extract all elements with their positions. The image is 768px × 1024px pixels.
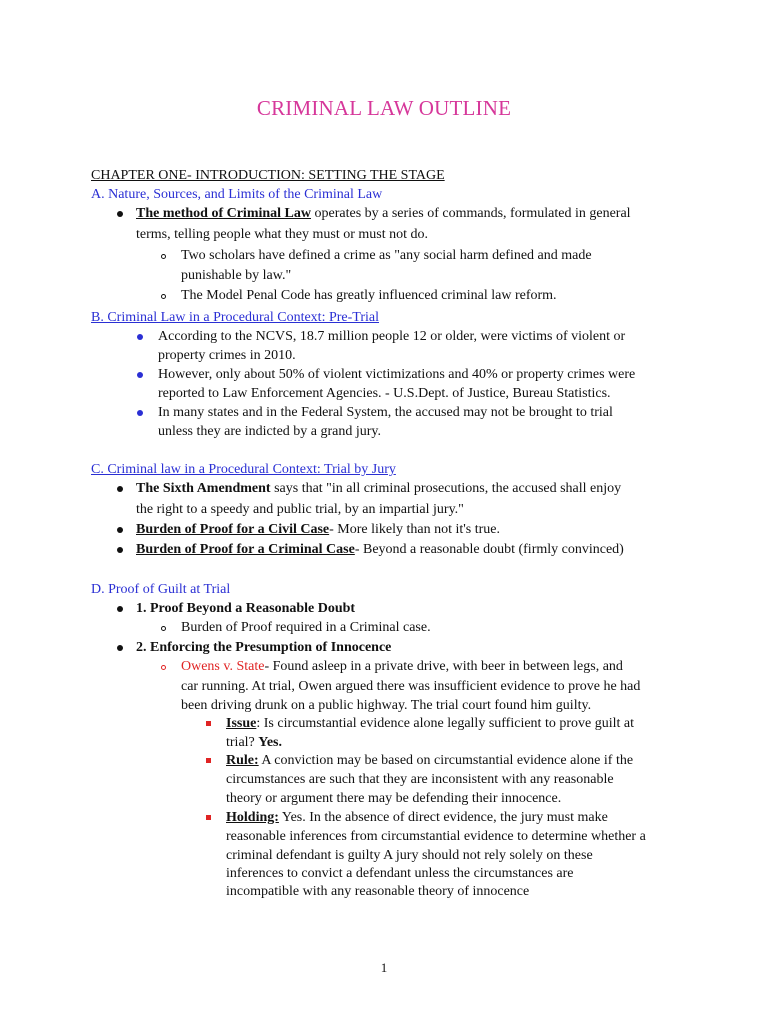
issue-line-1 [226,714,634,734]
square-bullet-icon [206,815,211,820]
rule-label: Rule: [226,753,259,768]
section-d-point-1: 1. Proof Beyond a Reasonable Doubt [136,601,356,616]
section-a-point-1 [136,204,631,224]
bullet-icon [117,547,123,553]
section-a-heading: A. Nature, Sources, and Limits of the Criminal Law [91,187,383,202]
term-burden-civil: Burden of Proof for a Civil Case [136,522,330,537]
sub-bullet-icon [161,626,166,631]
page-number: 1 [380,960,388,975]
issue-line-2 [226,733,282,753]
section-a-sub-1: Two scholars have defined a crime as "any social harm defined and made [181,248,592,263]
section-c-point-1 [136,479,621,499]
sub-bullet-icon [161,294,166,299]
holding-label: Holding: [226,810,279,825]
section-b-point-2-cont: reported to Law Enforcement Agencies. - U.S.Dept. of Justice, Bureau Statistics. [158,386,611,401]
bullet-icon [137,372,143,378]
section-c-point-1-cont: the right to a speedy and public trial, by an impartial jury." [136,502,464,517]
term-method-of-criminal-law: The method of Criminal Law [136,206,311,221]
issue-text-2: trial? [226,735,259,750]
bullet-icon [137,334,143,340]
section-c-point-3 [136,540,624,560]
rule-line-1 [226,751,633,771]
rule-line-3: theory or argument there may be defending their innocence. [226,791,562,806]
section-c-point-2-text: - More likely than not it's true. [329,522,501,537]
section-a-sub-2: The Model Penal Code has greatly influenced criminal law reform. [181,288,557,303]
bullet-icon [137,410,143,416]
bullet-icon [117,645,123,651]
case-owens-line-1 [181,657,623,677]
holding-text: Yes. In the absence of direct evidence, the jury must make [278,810,608,825]
section-a-point-1-cont: terms, telling people what they must or must not do. [136,227,429,242]
bullet-icon [117,211,123,217]
square-bullet-icon [206,758,211,763]
section-b-point-3-cont: unless they are indicted by a grand jury. [158,424,382,439]
section-c-point-3-text: - Beyond a reasonable doubt (firmly convinced) [354,542,624,557]
case-owens-line-2: car running. At trial, Owen argued there was insufficient evidence to prove he had [181,679,641,694]
term-burden-criminal: Burden of Proof for a Criminal Case [136,542,355,557]
holding-line-1 [226,808,608,828]
issue-label: Issue [226,716,257,731]
sub-bullet-icon [161,254,166,259]
holding-line-5: incompatible with any reasonable theory of innocence [226,884,530,899]
issue-answer: Yes. [258,735,282,750]
case-owens-line-3: been driving drunk on a public highway. The trial court found him guilty. [181,698,592,713]
section-d-point-1-sub: Burden of Proof required in a Criminal case. [181,620,431,635]
section-c-point-2 [136,520,500,540]
rule-text: A conviction may be based on circumstantial evidence alone if the [258,753,634,768]
chapter-heading: CHAPTER ONE- INTRODUCTION: SETTING THE STAGE [91,168,445,183]
section-b-point-2: However, only about 50% of violent victimizations and 40% or property crimes were [158,367,636,382]
section-b-heading: B. Criminal Law in a Procedural Context: Pre-Trial [91,310,379,325]
section-c-point-1-text: says that "in all criminal prosecutions, the accused shall enjoy [270,481,622,496]
rule-line-2: circumstances are such that they are inconsistent with any reasonable [226,772,614,787]
bullet-icon [117,527,123,533]
section-b-point-1-cont: property crimes in 2010. [158,348,296,363]
term-sixth-amendment: The Sixth Amendment [136,481,271,496]
holding-line-3: criminal defendant is guilty A jury should not rely solely on these [226,848,593,863]
holding-line-2: reasonable inferences from circumstantial evidence to determine whether a [226,829,646,844]
section-c-heading: C. Criminal law in a Procedural Context: Trial by Jury [91,462,396,477]
case-owens-text: - Found asleep in a private drive, with beer in between legs, and [264,659,623,674]
square-bullet-icon [206,721,211,726]
document-title: CRIMINAL LAW OUTLINE [256,96,512,120]
case-name: Owens v. State [181,659,265,674]
section-b-point-3: In many states and in the Federal System, the accused may not be brought to trial [158,405,613,420]
holding-line-4: inferences to convict a defendant unless the circumstances are [226,866,574,881]
issue-text: : Is circumstantial evidence alone legally sufficient to prove guilt at [256,716,634,731]
section-a-sub-1-cont: punishable by law." [181,268,292,283]
bullet-icon [117,606,123,612]
bullet-icon [117,486,123,492]
section-a-point-1-text: operates by a series of commands, formulated in general [311,206,631,221]
section-b-point-1: According to the NCVS, 18.7 million people 12 or older, were victims of violent or [158,329,626,344]
sub-bullet-icon [161,665,166,670]
section-d-point-2: 2. Enforcing the Presumption of Innocence [136,640,392,655]
section-d-heading: D. Proof of Guilt at Trial [91,582,231,597]
